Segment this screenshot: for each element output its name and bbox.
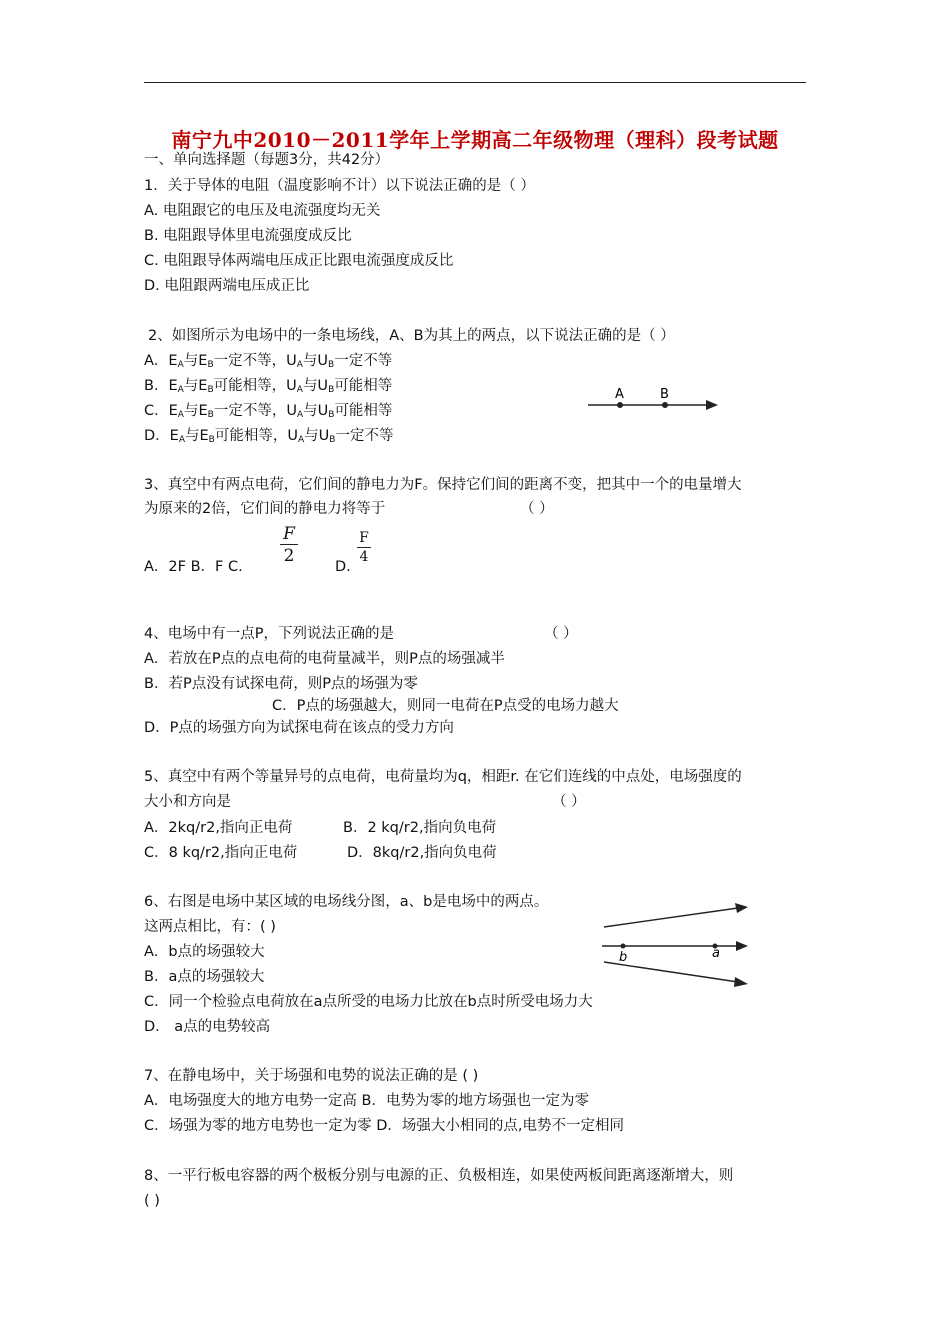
q6-line2: 这两点相比，有：( ) — [144, 919, 276, 935]
q4-option-a: A．若放在P点的点电荷的电荷量减半，则P点的场强减半 — [144, 651, 505, 667]
q2-option-d: D．$E_A$与$E_B$可能相等，$U_A$与$U_B$一定不等 — [144, 428, 394, 445]
point-a-label: A — [615, 387, 624, 402]
q6-option-b: B．a点的场强较大 — [144, 969, 265, 985]
point-b-dot — [662, 402, 668, 408]
q5-option-a: A．2kq/r2,指向正电荷 — [144, 820, 293, 836]
q6-line1: 6、右图是电场中某区域的电场线分图，a、b是电场中的两点。 — [144, 894, 549, 910]
q8-line2: ( ) — [144, 1193, 160, 1209]
q1-option-c: C. 电阻跟导体两端电压成正比跟电流强度成反比 — [144, 253, 454, 269]
q4-option-c: C．P点的场强越大，则同一电荷在P点受的电场力越大 — [272, 698, 619, 714]
q5-option-c: C．8 kq/r2,指向正电荷 — [144, 845, 298, 861]
q7-stem: 7、在静电场中，关于场强和电势的说法正确的是 ( ) — [144, 1068, 479, 1084]
q1-option-a: A. 电阻跟它的电压及电流强度均无关 — [144, 203, 381, 219]
section-heading: 一、单向选择题（每题3分，共42分） — [144, 152, 390, 168]
q2-option-a: A．$E_A$与$E_B$一定不等，$U_A$与$U_B$一定不等 — [144, 353, 393, 370]
q6-option-a: A．b点的场强较大 — [144, 944, 265, 960]
point-a-dot — [617, 402, 623, 408]
arrowhead-top — [735, 903, 748, 913]
q3-option-d-label: D. — [335, 559, 351, 575]
q7-options-cd: C．场强为零的地方电势也一定为零 D．场强大小相同的点,电势不一定相同 — [144, 1118, 625, 1134]
field-arrowhead — [706, 400, 718, 410]
field-line-bottom — [604, 962, 738, 982]
q4-answer-paren: （ ） — [544, 626, 578, 642]
q5-option-b: B．2 kq/r2,指向负电荷 — [343, 820, 497, 836]
q3-answer-paren: （ ） — [520, 501, 554, 517]
point-b-dot — [621, 944, 626, 949]
arrowhead-bottom — [734, 977, 748, 987]
q4-option-b: B．若P点没有试探电荷，则P点的场强为零 — [144, 676, 418, 692]
q6-option-d: D． a点的电势较高 — [144, 1019, 271, 1035]
q3-fraction-d: $\frac{F}{4}$ — [357, 530, 371, 566]
q3-fraction-c: $\frac{F}{2}$ — [280, 524, 298, 567]
q4-stem: 4、电场中有一点P，下列说法正确的是 — [144, 626, 394, 642]
q2-stem: 2、如图所示为电场中的一条电场线，A、B为其上的两点，以下说法正确的是（ ） — [148, 328, 675, 344]
field-line-top — [604, 908, 738, 927]
q5-line2: 大小和方向是 — [144, 794, 231, 810]
q6-field-lines-figure — [598, 900, 758, 1000]
point-a-label: a — [712, 946, 720, 961]
q6-option-c: C．同一个检验点电荷放在a点所受的电场力比放在b点时所受电场力大 — [144, 994, 593, 1010]
q7-options-ab: A．电场强度大的地方电势一定高 B．电势为零的地方场强也一定为零 — [144, 1093, 589, 1109]
point-b-label: b — [619, 950, 628, 965]
q3-line1: 3、真空中有两点电荷，它们间的静电力为F。保持它们间的距离不变，把其中一个的电量增大 — [144, 477, 742, 493]
q2-field-line-figure — [580, 384, 730, 420]
q8-line1: 8、一平行板电容器的两个极板分别与电源的正、负极相连，如果使两板间距离逐渐增大，则 — [144, 1168, 734, 1184]
q1-option-d: D. 电阻跟两端电压成正比 — [144, 278, 310, 294]
q2-option-b: B．$E_A$与$E_B$可能相等，$U_A$与$U_B$可能相等 — [144, 378, 393, 395]
q4-option-d: D．P点的场强方向为试探电荷在该点的受力方向 — [144, 720, 454, 736]
q2-option-c: C．$E_A$与$E_B$一定不等，$U_A$与$U_B$可能相等 — [144, 403, 393, 420]
point-b-label: B — [660, 387, 669, 402]
q5-option-d: D．8kq/r2,指向负电荷 — [347, 845, 497, 861]
header-rule — [144, 82, 806, 83]
q5-line1: 5、真空中有两个等量异号的点电荷，电荷量均为q，相距r. 在它们连线的中点处，电场强度的 — [144, 769, 742, 785]
q3-line2: 为原来的2倍，它们间的静电力将等于 — [144, 501, 386, 517]
q1-option-b: B. 电阻跟导体里电流强度成反比 — [144, 228, 352, 244]
page-title: 南宁九中2010－2011学年上学期高二年级物理（理科）段考试题 — [171, 128, 779, 152]
q5-answer-paren: （ ） — [552, 794, 586, 810]
q1-stem: 1．关于导体的电阻（温度影响不计）以下说法正确的是（ ） — [144, 178, 535, 194]
arrowhead-middle — [736, 941, 748, 951]
q3-options: A．2F B．F C. — [144, 559, 243, 575]
